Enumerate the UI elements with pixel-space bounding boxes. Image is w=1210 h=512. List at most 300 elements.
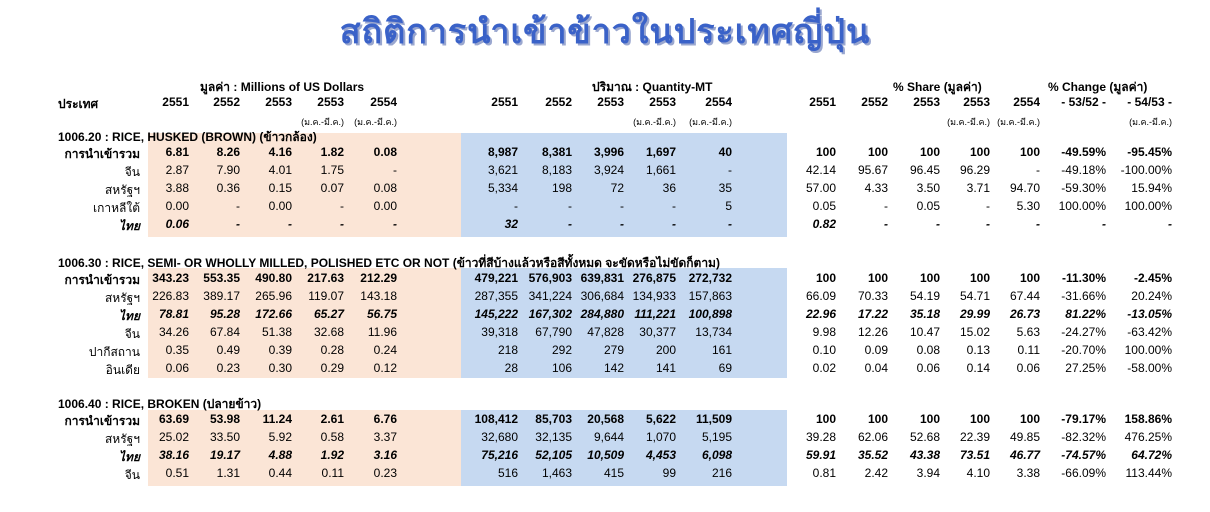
year-header: 2553 (265, 95, 292, 109)
country-name: จีน (124, 327, 140, 341)
table-cell: 100 (867, 145, 888, 159)
table-cell: 95.67 (857, 163, 888, 177)
year-header: 2553 (597, 95, 624, 109)
country-name: ไทย (119, 450, 140, 464)
table-cell: 9,644 (593, 430, 624, 444)
table-cell: 172.66 (255, 307, 292, 321)
table-cell: 5,622 (645, 412, 676, 426)
table-cell: 32.68 (313, 325, 344, 339)
table-cell: 4.33 (864, 181, 888, 195)
table-cell: 0.82 (812, 217, 836, 231)
table-cell: 0.10 (812, 343, 836, 357)
table-cell: 0.35 (165, 343, 189, 357)
table-cell: 143.18 (360, 289, 397, 303)
table-cell: - (340, 217, 344, 231)
table-cell: 94.70 (1009, 181, 1040, 195)
table-cell: 0.06 (1016, 361, 1040, 375)
table-cell: 134,933 (632, 289, 676, 303)
table-cell: 576,903 (528, 271, 572, 285)
table-cell: -79.17% (1061, 412, 1106, 426)
table-cell: 28 (504, 361, 518, 375)
table-cell: 490.80 (255, 271, 292, 285)
table-cell: 0.13 (966, 343, 990, 357)
table-cell: 10,509 (587, 448, 624, 462)
table-cell: 272,732 (688, 271, 732, 285)
table-cell: - (672, 217, 676, 231)
table-cell: 67.84 (209, 325, 240, 339)
table-cell: 0.07 (320, 181, 344, 195)
table-cell: 35.18 (909, 307, 940, 321)
table-cell: 3.38 (1016, 466, 1040, 480)
table-cell: 53.98 (209, 412, 240, 426)
table-cell: 6.76 (373, 412, 397, 426)
period-subheader: (ม.ค.-มี.ค.) (947, 117, 990, 127)
table-cell: 6,098 (701, 448, 732, 462)
section-title: 1006.40 : RICE, BROKEN (ปลายข้าว) (58, 397, 262, 411)
section-title: 1006.20 : RICE, HUSKED (BROWN) (ข้าวกล้อง) (58, 130, 317, 144)
table-cell: 15.02 (959, 325, 990, 339)
table-cell: 216 (711, 466, 732, 480)
table-cell: 63.69 (158, 412, 189, 426)
table-cell: 4.88 (268, 448, 292, 462)
country-name: จีน (124, 468, 140, 482)
table-cell: 0.09 (864, 343, 888, 357)
table-cell: 0.23 (373, 466, 397, 480)
table-cell: - (728, 163, 732, 177)
table-cell: - (514, 199, 518, 213)
table-row (0, 307, 1210, 325)
change-group-header: % Change (มูลค่า) (1048, 80, 1148, 94)
table-cell: 158.86% (1124, 412, 1172, 426)
table-cell: 292 (551, 343, 572, 357)
table-cell: 476.25% (1124, 430, 1172, 444)
table-cell: 0.28 (320, 343, 344, 357)
table-cell: 96.45 (909, 163, 940, 177)
table-cell: 54.19 (909, 289, 940, 303)
table-cell: 0.08 (373, 181, 397, 195)
table-row (0, 448, 1210, 466)
table-cell: 0.29 (320, 361, 344, 375)
year-header: 2554 (705, 95, 732, 109)
table-cell: 96.29 (959, 163, 990, 177)
table-cell: 4.01 (268, 163, 292, 177)
table-cell: 99 (662, 466, 676, 480)
table-cell: 8,381 (541, 145, 572, 159)
table-row (0, 325, 1210, 343)
country-name: สหรัฐฯ (104, 432, 140, 446)
period-subheader: (ม.ค.-มี.ค.) (997, 117, 1040, 127)
table-cell: 142 (603, 361, 624, 375)
table-cell: 0.81 (812, 466, 836, 480)
table-cell: 36 (662, 181, 676, 195)
table-cell: 100 (1019, 412, 1040, 426)
table-cell: - (620, 217, 624, 231)
table-cell: 8,183 (541, 163, 572, 177)
table-cell: 70.33 (857, 289, 888, 303)
table-cell: 4.10 (966, 466, 990, 480)
table-cell: 29.99 (959, 307, 990, 321)
table-cell: 22.39 (959, 430, 990, 444)
table-cell: 198 (551, 181, 572, 195)
table-cell: 415 (603, 466, 624, 480)
table-cell: -31.66% (1061, 289, 1106, 303)
table-cell: 35 (718, 181, 732, 195)
table-cell: 64.72% (1131, 448, 1172, 462)
table-cell: - (936, 217, 940, 231)
table-cell: 15.94% (1131, 181, 1172, 195)
table-cell: 8.26 (216, 145, 240, 159)
table-cell: 0.23 (216, 361, 240, 375)
table-cell: 218 (497, 343, 518, 357)
table-cell: 66.09 (805, 289, 836, 303)
period-subheader: (ม.ค.-มี.ค.) (1129, 117, 1172, 127)
table-cell: 100 (1019, 271, 1040, 285)
table-cell: 49.85 (1009, 430, 1040, 444)
table-cell: 100 (919, 271, 940, 285)
table-cell: -66.09% (1061, 466, 1106, 480)
table-row (0, 289, 1210, 307)
table-cell: 62.06 (857, 430, 888, 444)
table-cell: 39.28 (805, 430, 836, 444)
section-title: 1006.30 : RICE, SEMI- OR WHOLLY MILLED, POLISHED ETC OR NOT (ข้าวที่สีบ้างแล้วหรือสีทั้งหมด จะขัดหรือไม่ขัดก็ตาม) (58, 256, 720, 270)
table-cell: 9.98 (812, 325, 836, 339)
table-cell: - (1102, 217, 1106, 231)
country-name: สหรัฐฯ (104, 183, 140, 197)
country-name: การนำเข้ารวม (64, 414, 140, 428)
table-cell: 52.68 (909, 430, 940, 444)
table-cell: 0.14 (966, 361, 990, 375)
year-header: 2552 (545, 95, 572, 109)
table-cell: 639,831 (580, 271, 624, 285)
table-cell: 57.00 (805, 181, 836, 195)
table-cell: 200 (655, 343, 676, 357)
country-name: ปากีสถาน (88, 345, 140, 359)
table-cell: 265.96 (255, 289, 292, 303)
table-cell: 0.11 (1017, 343, 1040, 357)
table-cell: - (393, 163, 397, 177)
table-cell: 32 (504, 217, 518, 231)
country-name: สหรัฐฯ (104, 291, 140, 305)
period-subheader: (ม.ค.-มี.ค.) (633, 117, 676, 127)
table-cell: 100 (815, 271, 836, 285)
table-row (0, 217, 1210, 235)
table-cell: 553.35 (203, 271, 240, 285)
table-cell: 2.61 (320, 412, 344, 426)
year-header: 2553 (963, 95, 990, 109)
table-cell: 516 (497, 466, 518, 480)
table-cell: 0.08 (916, 343, 940, 357)
table-cell: -20.70% (1061, 343, 1106, 357)
table-row (0, 361, 1210, 379)
table-cell: 52,105 (535, 448, 572, 462)
table-cell: 141 (655, 361, 676, 375)
table-cell: 47,828 (587, 325, 624, 339)
table-cell: - (884, 199, 888, 213)
table-cell: 1.82 (320, 145, 344, 159)
table-cell: 10.47 (909, 325, 940, 339)
table-cell: - (672, 199, 676, 213)
table-cell: 73.51 (959, 448, 990, 462)
table-cell: 43.38 (909, 448, 940, 462)
table-cell: 100 (919, 145, 940, 159)
table-cell: 0.00 (373, 199, 397, 213)
table-cell: 389.17 (203, 289, 240, 303)
table-cell: 1,661 (645, 163, 676, 177)
table-cell: 3.94 (916, 466, 940, 480)
table-cell: -2.45% (1133, 271, 1172, 285)
country-name: ไทย (119, 309, 140, 323)
table-cell: 100 (815, 145, 836, 159)
table-cell: 5 (725, 199, 732, 213)
table-cell: 0.08 (373, 145, 397, 159)
table-cell: 26.73 (1009, 307, 1040, 321)
table-cell: 75,216 (481, 448, 518, 462)
table-cell: 343.23 (152, 271, 189, 285)
table-cell: 157,863 (688, 289, 732, 303)
table-cell: -63.42% (1127, 325, 1172, 339)
table-cell: - (568, 199, 572, 213)
table-cell: 3.37 (373, 430, 397, 444)
table-cell: 0.00 (165, 199, 189, 213)
quantity-group-header: ปริมาณ : Quantity-MT (592, 80, 713, 94)
table-cell: -13.05% (1127, 307, 1172, 321)
table-cell: 0.12 (373, 361, 397, 375)
table-cell: 284,880 (580, 307, 624, 321)
table-cell: 0.05 (812, 199, 836, 213)
table-row (0, 430, 1210, 448)
table-cell: 1,463 (541, 466, 572, 480)
table-cell: 100 (969, 271, 990, 285)
table-cell: 3.71 (966, 181, 990, 195)
table-cell: 11.24 (262, 412, 292, 426)
page-title: สถิติการนำเข้าข้าวในประเทศญี่ปุ่น (339, 12, 871, 52)
table-cell: 119.07 (308, 289, 344, 303)
table-cell: 69 (718, 361, 732, 375)
period-subheader: (ม.ค.-มี.ค.) (301, 117, 344, 127)
table-cell: 32,680 (481, 430, 518, 444)
table-row (0, 199, 1210, 217)
table-cell: 0.51 (165, 466, 189, 480)
table-cell: 0.06 (916, 361, 940, 375)
table-cell: 100 (867, 271, 888, 285)
table-cell: 479,221 (474, 271, 518, 285)
table-cell: 95.28 (209, 307, 240, 321)
table-cell: 6.81 (165, 145, 189, 159)
table-cell: 56.75 (366, 307, 397, 321)
table-cell: 72 (610, 181, 624, 195)
table-cell: -74.57% (1061, 448, 1106, 462)
table-cell: 67.44 (1009, 289, 1040, 303)
value-group-header: มูลค่า : Millions of US Dollars (200, 80, 365, 94)
year-header: 2553 (913, 95, 940, 109)
table-cell: -95.45% (1127, 145, 1172, 159)
table-cell: 65.27 (313, 307, 344, 321)
table-cell: 100 (815, 412, 836, 426)
table-cell: 1.92 (320, 448, 344, 462)
table-cell: 33.50 (209, 430, 240, 444)
table-cell: - (1168, 217, 1172, 231)
table-cell: 100 (1019, 145, 1040, 159)
table-cell: 0.39 (268, 343, 292, 357)
table-cell: 3,924 (593, 163, 624, 177)
table-row (0, 163, 1210, 181)
table-cell: 0.49 (216, 343, 240, 357)
table-cell: 341,224 (528, 289, 572, 303)
table-cell: 0.15 (268, 181, 292, 195)
table-cell: 217.63 (307, 271, 344, 285)
table-cell: 3.50 (916, 181, 940, 195)
table-cell: 161 (711, 343, 732, 357)
table-cell: 226.83 (152, 289, 189, 303)
table-row (0, 145, 1210, 163)
table-cell: 19.17 (209, 448, 240, 462)
table-cell: 1.31 (216, 466, 240, 480)
table-cell: - (288, 217, 292, 231)
table-cell: -24.27% (1061, 325, 1106, 339)
table-cell: 106 (551, 361, 572, 375)
country-name: การนำเข้ารวม (64, 147, 140, 161)
table-cell: 11.96 (367, 325, 397, 339)
country-name: ไทย (119, 219, 140, 233)
table-cell: 5.63 (1016, 325, 1040, 339)
period-subheader: (ม.ค.-มี.ค.) (689, 117, 732, 127)
country-name: จีน (124, 165, 140, 179)
table-cell: -11.30% (1061, 271, 1106, 285)
table-cell: 100.00% (1058, 199, 1106, 213)
year-header: 2554 (370, 95, 397, 109)
table-cell: 5.92 (268, 430, 292, 444)
table-row (0, 466, 1210, 484)
table-cell: 5,334 (487, 181, 518, 195)
table-cell: 46.77 (1009, 448, 1040, 462)
table-cell: - (236, 199, 240, 213)
year-header: - 54/53 - (1127, 95, 1172, 109)
table-cell: 0.00 (268, 199, 292, 213)
table-cell: 20.24% (1131, 289, 1172, 303)
table-cell: 27.25% (1065, 361, 1106, 375)
year-header: 2551 (809, 95, 836, 109)
table-cell: - (1036, 217, 1040, 231)
table-cell: 8,987 (487, 145, 518, 159)
table-cell: - (620, 199, 624, 213)
table-row (0, 271, 1210, 289)
table-cell: 5.30 (1016, 199, 1040, 213)
table-cell: 0.06 (165, 217, 189, 231)
table-cell: 100 (969, 412, 990, 426)
table-cell: 212.29 (360, 271, 397, 285)
table-cell: -49.59% (1061, 145, 1106, 159)
table-cell: 100 (867, 412, 888, 426)
table-cell: 5,195 (701, 430, 732, 444)
table-cell: 287,355 (474, 289, 518, 303)
table-cell: 0.05 (916, 199, 940, 213)
table-cell: 111,221 (634, 307, 676, 321)
table-cell: 0.04 (864, 361, 888, 375)
table-cell: 100.00% (1124, 199, 1172, 213)
country-name: การนำเข้ารวม (64, 273, 140, 287)
table-cell: 0.06 (165, 361, 189, 375)
table-row (0, 343, 1210, 361)
table-cell: 85,703 (535, 412, 572, 426)
year-header: - 53/52 - (1061, 95, 1106, 109)
table-cell: 306,684 (580, 289, 624, 303)
year-header: 2554 (1013, 95, 1040, 109)
table-cell: 40 (718, 145, 732, 159)
table-cell: 25.02 (158, 430, 189, 444)
table-cell: 3.16 (373, 448, 397, 462)
table-cell: 81.22% (1065, 307, 1106, 321)
table-cell: 51.38 (261, 325, 292, 339)
year-header: 2552 (861, 95, 888, 109)
table-row (0, 181, 1210, 199)
table-cell: 4,453 (645, 448, 676, 462)
table-cell: 67,790 (535, 325, 572, 339)
table-cell: 100.00% (1124, 343, 1172, 357)
table-cell: - (884, 217, 888, 231)
table-cell: 34.26 (158, 325, 189, 339)
table-cell: 167,302 (528, 307, 572, 321)
table-cell: 100 (919, 412, 940, 426)
year-header: 2551 (162, 95, 189, 109)
table-cell: 0.11 (321, 466, 344, 480)
table-cell: -49.18% (1061, 163, 1106, 177)
table-cell: 11,509 (695, 412, 732, 426)
table-cell: 113.44% (1125, 466, 1172, 480)
table-cell: 39,318 (481, 325, 518, 339)
year-header: 2552 (213, 95, 240, 109)
table-cell: - (1036, 163, 1040, 177)
table-cell: - (986, 199, 990, 213)
table-cell: 279 (603, 343, 624, 357)
table-cell: - (340, 199, 344, 213)
table-cell: 42.14 (805, 163, 836, 177)
table-cell: 20,568 (587, 412, 624, 426)
table-cell: 4.16 (268, 145, 292, 159)
table-cell: 0.36 (216, 181, 240, 195)
table-cell: 276,875 (632, 271, 676, 285)
table-cell: 7.90 (216, 163, 240, 177)
table-cell: 3,621 (487, 163, 518, 177)
country-name: เกาหลีใต้ (92, 201, 140, 215)
table-cell: 0.30 (268, 361, 292, 375)
table-cell: 3.88 (165, 181, 189, 195)
table-cell: 13,734 (695, 325, 732, 339)
table-cell: -82.32% (1061, 430, 1106, 444)
table-cell: - (568, 217, 572, 231)
period-subheader: (ม.ค.-มี.ค.) (354, 117, 397, 127)
year-header: 2553 (317, 95, 344, 109)
table-row (0, 412, 1210, 430)
table-cell: - (393, 217, 397, 231)
table-cell: 0.44 (268, 466, 292, 480)
table-cell: 35.52 (857, 448, 888, 462)
table-cell: 38.16 (158, 448, 189, 462)
table-cell: - (728, 217, 732, 231)
table-cell: 59.91 (805, 448, 836, 462)
table-cell: - (986, 217, 990, 231)
table-cell: 2.42 (864, 466, 888, 480)
table-cell: 0.58 (320, 430, 344, 444)
table-cell: 0.02 (812, 361, 836, 375)
table-cell: 54.71 (959, 289, 990, 303)
table-cell: 1.75 (320, 163, 344, 177)
table-cell: - (236, 217, 240, 231)
table-cell: 2.87 (165, 163, 189, 177)
table-cell: 3,996 (593, 145, 624, 159)
table-cell: 0.24 (373, 343, 397, 357)
table-cell: -58.00% (1127, 361, 1172, 375)
share-group-header: % Share (มูลค่า) (893, 80, 982, 94)
